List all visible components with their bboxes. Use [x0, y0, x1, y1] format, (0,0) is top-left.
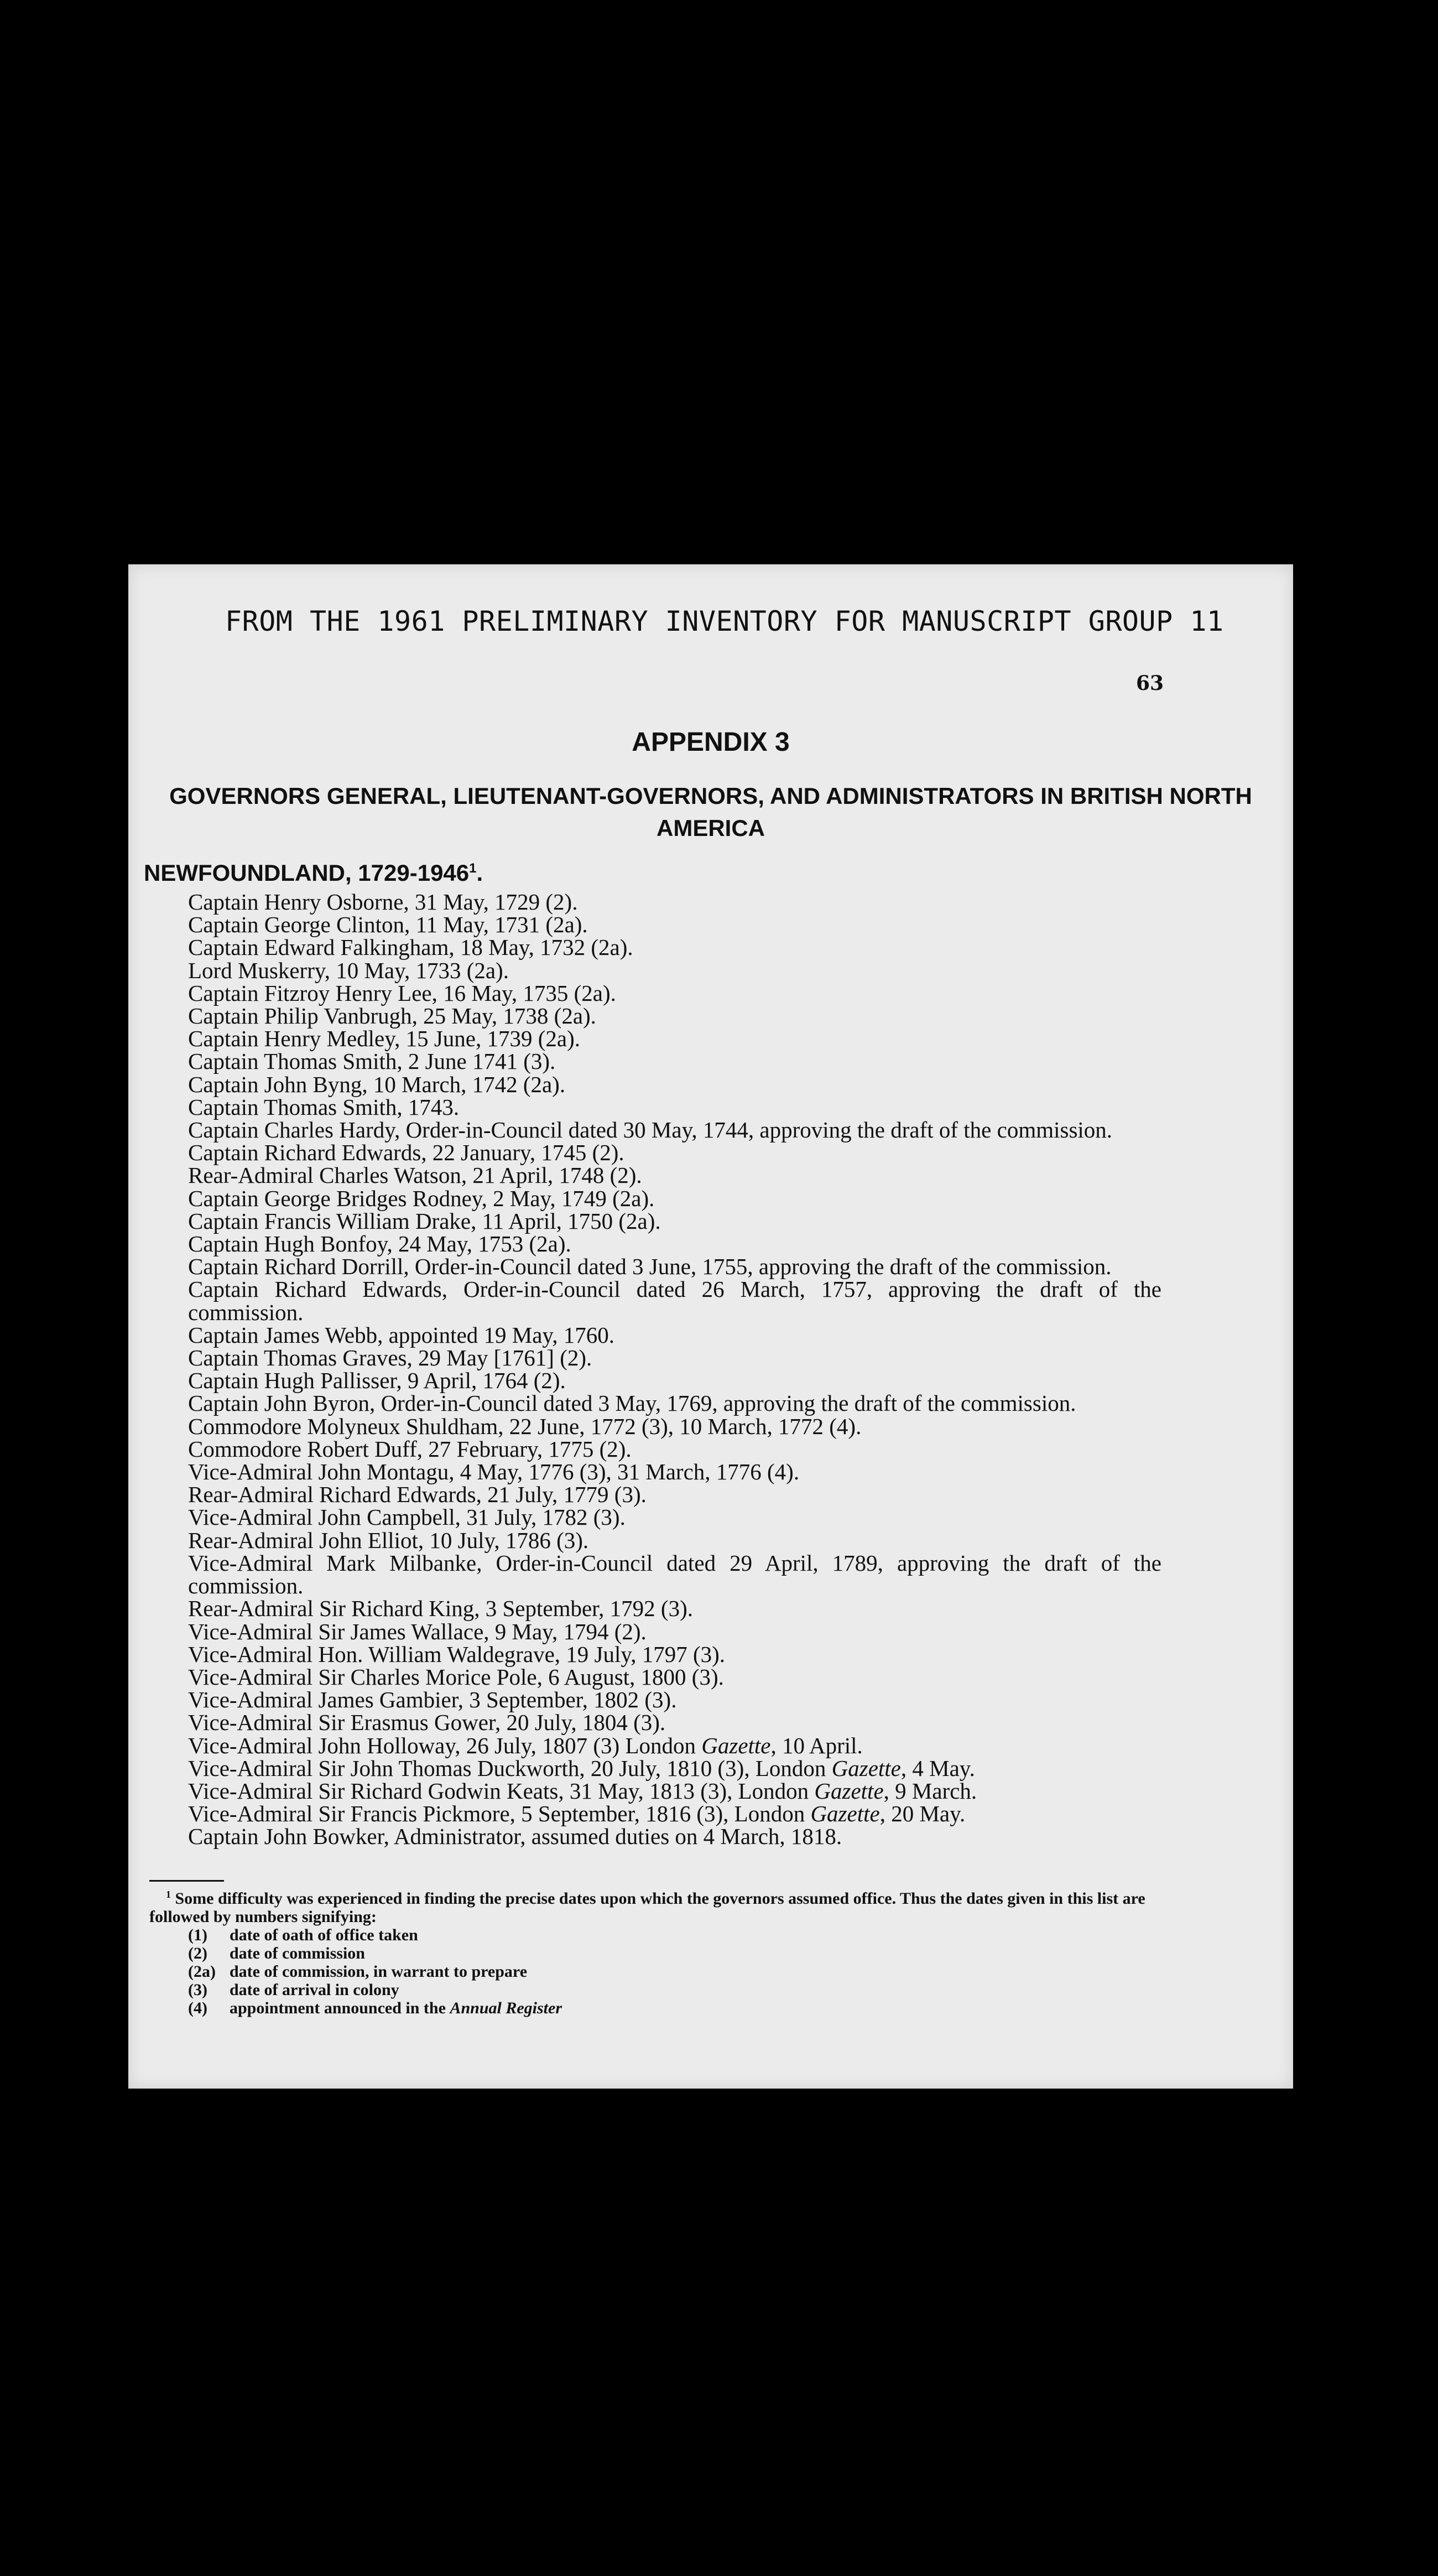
- governor-entry: Vice-Admiral James Gambier, 3 September, 1802 (3).: [188, 1687, 677, 1713]
- gazette-title: Gazette: [810, 1801, 880, 1827]
- footnote-marker: 1: [166, 1889, 171, 1900]
- footnote-intro: [149, 1886, 1161, 1926]
- footnote-code-meaning: date of commission, in warrant to prepare: [230, 1962, 528, 1981]
- governor-entry: Vice-Admiral Sir Francis Pickmore, 5 September, 1816 (3), London Gazette, 20 May.: [188, 1801, 966, 1827]
- governor-entry: commission.: [188, 1299, 304, 1325]
- governor-entry: Vice-Admiral John Montagu, 4 May, 1776 (3), 31 March, 1776 (4).: [188, 1459, 800, 1485]
- governor-entry: Captain George Bridges Rodney, 2 May, 1749 (2a).: [188, 1185, 655, 1211]
- governor-entry: Captain Henry Osborne, 31 May, 1729 (2).: [188, 889, 578, 915]
- governor-entry: Captain John Byron, Order-in-Council dated 3 May, 1769, approving the draft of the commission.: [188, 1390, 1076, 1416]
- governor-entry: Commodore Robert Duff, 27 February, 1775 (2).: [188, 1436, 632, 1462]
- footnote-code: (3): [188, 1981, 207, 1999]
- footnote-code: (1): [188, 1926, 207, 1944]
- annual-register-title: Annual Register: [450, 1999, 562, 2017]
- footnote-code: (2): [188, 1944, 207, 1962]
- governor-entry: Vice-Admiral Sir John Thomas Duckworth, 20 July, 1810 (3), London Gazette, 4 May.: [188, 1755, 975, 1781]
- governor-entry: Captain Hugh Bonfoy, 24 May, 1753 (2a).: [188, 1231, 571, 1257]
- footnote-code-item: [188, 1981, 1161, 1999]
- footnote-codes: [149, 1926, 1161, 2017]
- governor-entry: Vice-Admiral John Campbell, 31 July, 1782 (3).: [188, 1504, 626, 1530]
- footnote-code-item: [188, 1944, 1161, 1962]
- governor-entry: Vice-Admiral Sir James Wallace, 9 May, 1794 (2).: [188, 1618, 647, 1644]
- governor-entry: Commodore Molyneux Shuldham, 22 June, 1772 (3), 10 March, 1772 (4).: [188, 1413, 862, 1439]
- gazette-title: Gazette: [831, 1755, 901, 1781]
- gazette-title: Gazette: [814, 1778, 884, 1804]
- governor-entry: Vice-Admiral Mark Milbanke, Order-in-Council dated 29 April, 1789, approving the draft of the: [188, 1550, 1161, 1576]
- governor-entry: Captain Thomas Smith, 1743.: [188, 1094, 460, 1120]
- governor-entry: Lord Muskerry, 10 May, 1733 (2a).: [188, 957, 509, 983]
- governor-entry: Vice-Admiral Sir Richard Godwin Keats, 31 May, 1813 (3), London Gazette, 9 March.: [188, 1778, 977, 1804]
- footnote-code-meaning: date of oath of office taken: [230, 1926, 418, 1944]
- footnote-code-meaning: date of arrival in colony: [230, 1981, 399, 1999]
- governor-entry: Captain James Webb, appointed 19 May, 1760.: [188, 1322, 615, 1348]
- governor-entry: Rear-Admiral Sir Richard King, 3 September, 1792 (3).: [188, 1596, 693, 1622]
- footnote-code-item: [188, 1926, 1161, 1944]
- governor-entry: Captain Charles Hardy, Order-in-Council dated 30 May, 1744, approving the draft of the commission.: [188, 1117, 1113, 1143]
- section-heading: NEWFOUNDLAND, 1729-1946$^1$.: [144, 860, 483, 886]
- footnote-code: (4): [188, 1999, 207, 2017]
- governor-entry: Captain Richard Edwards, Order-in-Council dated 26 March, 1757, approving the draft of the: [188, 1276, 1161, 1302]
- document-page: [128, 564, 1293, 2089]
- governor-entry: Vice-Admiral John Holloway, 26 July, 1807 (3) London Gazette, 10 April.: [188, 1732, 863, 1758]
- governor-entry: Captain Richard Dorrill, Order-in-Council dated 3 June, 1755, approving the draft of the commission.: [188, 1254, 1112, 1280]
- governor-entry: Vice-Admiral Sir Charles Morice Pole, 6 August, 1800 (3).: [188, 1664, 724, 1690]
- governor-entry: Captain John Bowker, Administrator, assumed duties on 4 March, 1818.: [188, 1824, 842, 1850]
- footnote-code-meaning: date of commission: [230, 1944, 365, 1962]
- governor-entry: commission.: [188, 1573, 304, 1599]
- governor-entry: Rear-Admiral John Elliot, 10 July, 1786 (3).: [188, 1527, 589, 1553]
- footnote: [149, 1886, 1161, 2017]
- governor-entry: Captain Thomas Smith, 2 June 1741 (3).: [188, 1048, 556, 1074]
- footnote-reference: 1: [469, 861, 477, 876]
- governor-entry: Rear-Admiral Charles Watson, 21 April, 1748 (2).: [188, 1162, 642, 1188]
- governor-entry: Rear-Admiral Richard Edwards, 21 July, 1779 (3).: [188, 1482, 647, 1508]
- governor-entry: Captain Thomas Graves, 29 May [1761] (2).: [188, 1345, 592, 1371]
- governor-entry: Captain Francis William Drake, 11 April, 1750 (2a).: [188, 1208, 661, 1234]
- governor-entry: Vice-Admiral Sir Erasmus Gower, 20 July, 1804 (3).: [188, 1710, 666, 1736]
- footnote-text: Some difficulty was experienced in finding the precise dates upon which the governors assumed office. Thus the dates given in this list are followed by numbers signifying:: [149, 1889, 1145, 1926]
- governors-list: [188, 891, 1161, 1848]
- source-header: FROM THE 1961 PRELIMINARY INVENTORY FOR MANUSCRIPT GROUP 11: [225, 605, 1224, 637]
- governor-entry: Captain John Byng, 10 March, 1742 (2a).: [188, 1071, 566, 1097]
- governor-entry: Captain Edward Falkingham, 18 May, 1732 (2a).: [188, 934, 633, 960]
- governor-entry: Captain Philip Vanbrugh, 25 May, 1738 (2a).: [188, 1003, 596, 1029]
- footnote-rule: [149, 1880, 224, 1882]
- governor-entry: Captain George Clinton, 11 May, 1731 (2a).: [188, 912, 588, 938]
- footnote-code: (2a): [188, 1962, 216, 1981]
- governor-entry: Captain Richard Edwards, 22 January, 1745 (2).: [188, 1140, 624, 1166]
- governor-entry: Captain Hugh Pallisser, 9 April, 1764 (2).: [188, 1368, 566, 1394]
- main-title: GOVERNORS GENERAL, LIEUTENANT-GOVERNORS, AND ADMINISTRATORS IN BRITISH NORTH AMERICA: [169, 783, 1252, 841]
- section-heading-text: NEWFOUNDLAND, 1729-1946: [144, 860, 470, 886]
- governor-entry: Captain Fitzroy Henry Lee, 16 May, 1735 (2a).: [188, 980, 616, 1006]
- appendix-title: APPENDIX 3: [632, 728, 790, 757]
- footnote-code-item: [188, 1999, 1161, 2017]
- gazette-title: Gazette: [701, 1732, 771, 1758]
- footnote-code-item: [188, 1962, 1161, 1981]
- page-number: 63: [1136, 672, 1164, 695]
- governor-entry: Captain Henry Medley, 15 June, 1739 (2a).: [188, 1026, 580, 1052]
- footnote-code-meaning: appointment announced in the: [230, 1999, 446, 2017]
- governor-entry: Vice-Admiral Hon. William Waldegrave, 19 July, 1797 (3).: [188, 1641, 726, 1667]
